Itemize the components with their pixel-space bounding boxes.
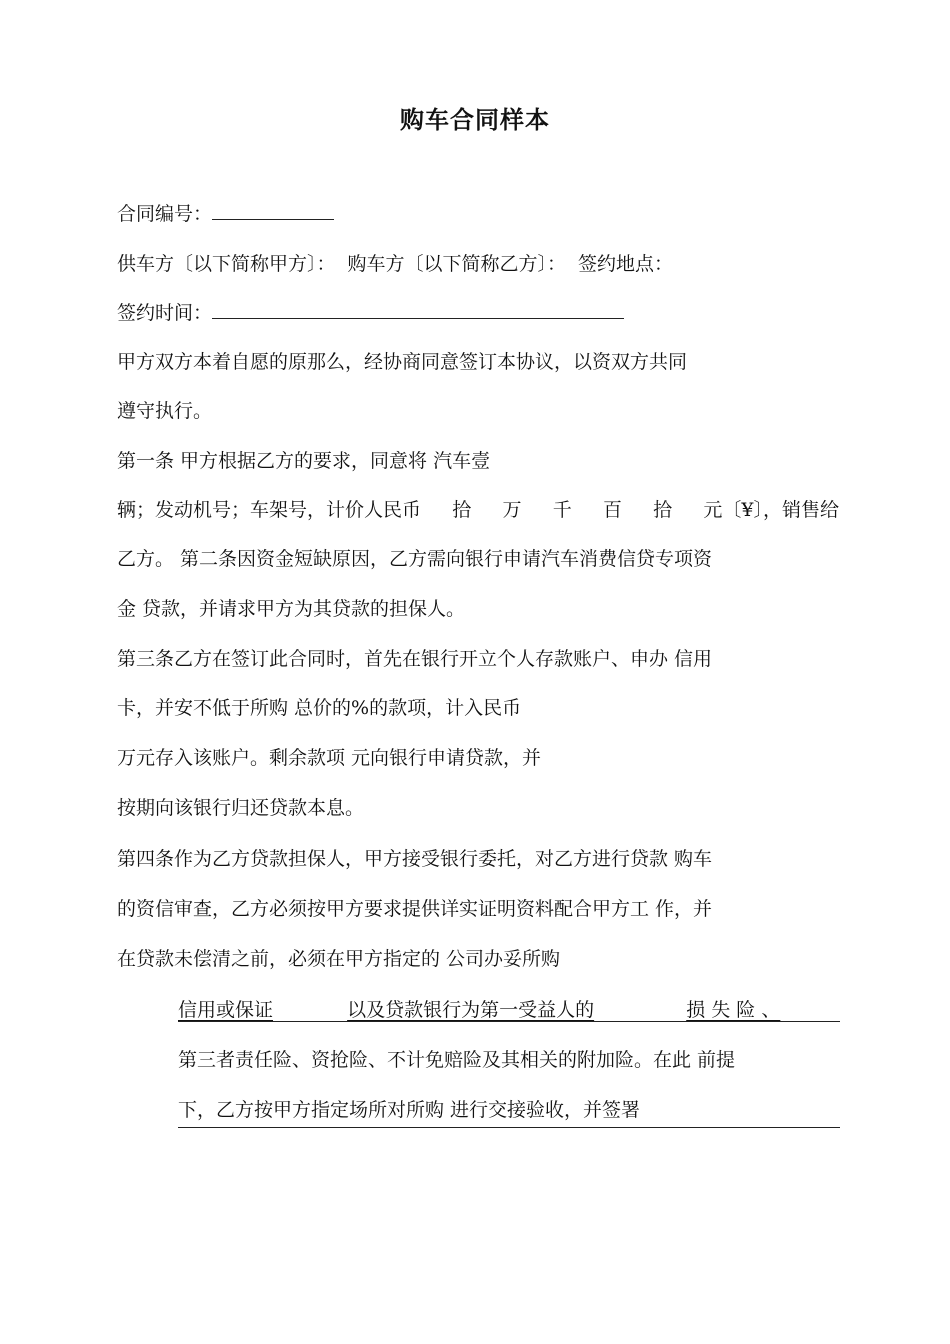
contract-number-label: 合同编号： [117,203,213,225]
article-3-line-1: 第三条乙方在签订此合同时，首先在银行开立个人存款账户、申办 信用 [117,648,713,670]
insurance-underline [178,1021,840,1022]
unit-qian: 千 [552,499,572,521]
article-2-line-2: 金 贷款，并请求甲方为其贷款的担保人。 [117,598,466,620]
insurance-line-2: 第三者责任险、资抢险、不计免赔险及其相关的附加险。在此 前提 [178,1049,736,1071]
document-title: 购车合同样本 [400,105,550,134]
article-4-line-1: 第四条作为乙方贷款担保人，甲方接受银行委托，对乙方进行贷款 购车 [117,848,713,870]
article-3-line-3: 万元存入该账户。剩余款项 元向银行申请贷款，并 [117,747,542,769]
insurance-loss-text: 损 失 险 、 [686,999,781,1021]
insurance-line-3: 下，乙方按甲方指定场所对所购 进行交接验收，并签署 [178,1099,641,1121]
article-3-line-2: 卡，并安不低于所购 总价的%的款项，计入民币 [117,697,522,719]
insurance-beneficiary-text: 以及贷款银行为第一受益人的 [347,999,595,1021]
sign-time-line [117,300,624,326]
article-1-line-2 [117,497,839,523]
article-3-line-4: 按期向该银行归还贷款本息。 [117,797,365,819]
sign-time-label: 签约时间： [117,302,213,324]
article-1-sale-text: 元〔¥〕，销售给 [703,499,839,521]
unit-shi-1: 拾 [452,499,472,521]
article-4-line-3: 在贷款未偿清之前，必须在甲方指定的 公司办妥所购 [117,948,561,970]
unit-shi-2: 拾 [653,499,673,521]
sign-time-blank [212,300,624,319]
buyer-label: 购车方〔以下简称乙方〕： [347,253,567,275]
article-2-line-1: 乙方。 第二条因资金短缺原因，乙方需向银行申请汽车消费信贷专项资 [117,548,713,570]
contract-number-line [117,201,334,227]
article-1-price-text: 辆；发动机号；车架号，计价人民币 [117,499,422,521]
insurance-line-1 [178,997,840,1023]
supplier-label: 供车方〔以下简称甲方〕： [117,253,336,275]
contract-number-blank [212,201,334,220]
insurance-credit-text: 信用或保证 [178,999,274,1021]
parties-line [117,251,673,277]
intro-paragraph-line-1: 甲方双方本着自愿的原那么，经协商同意签订本协议，以资双方共同 [117,351,688,373]
article-1-line-1: 第一条 甲方根据乙方的要求，同意将 汽车壹 [117,450,491,472]
sign-place-label: 签约地点： [578,253,674,275]
article-4-line-2: 的资信审查，乙方必须按甲方要求提供详实证明资料配合甲方工 作，并 [117,898,713,920]
unit-wan: 万 [502,499,522,521]
unit-bai: 百 [602,499,622,521]
intro-paragraph-line-2: 遵守执行。 [117,400,213,422]
bottom-rule [178,1127,840,1128]
